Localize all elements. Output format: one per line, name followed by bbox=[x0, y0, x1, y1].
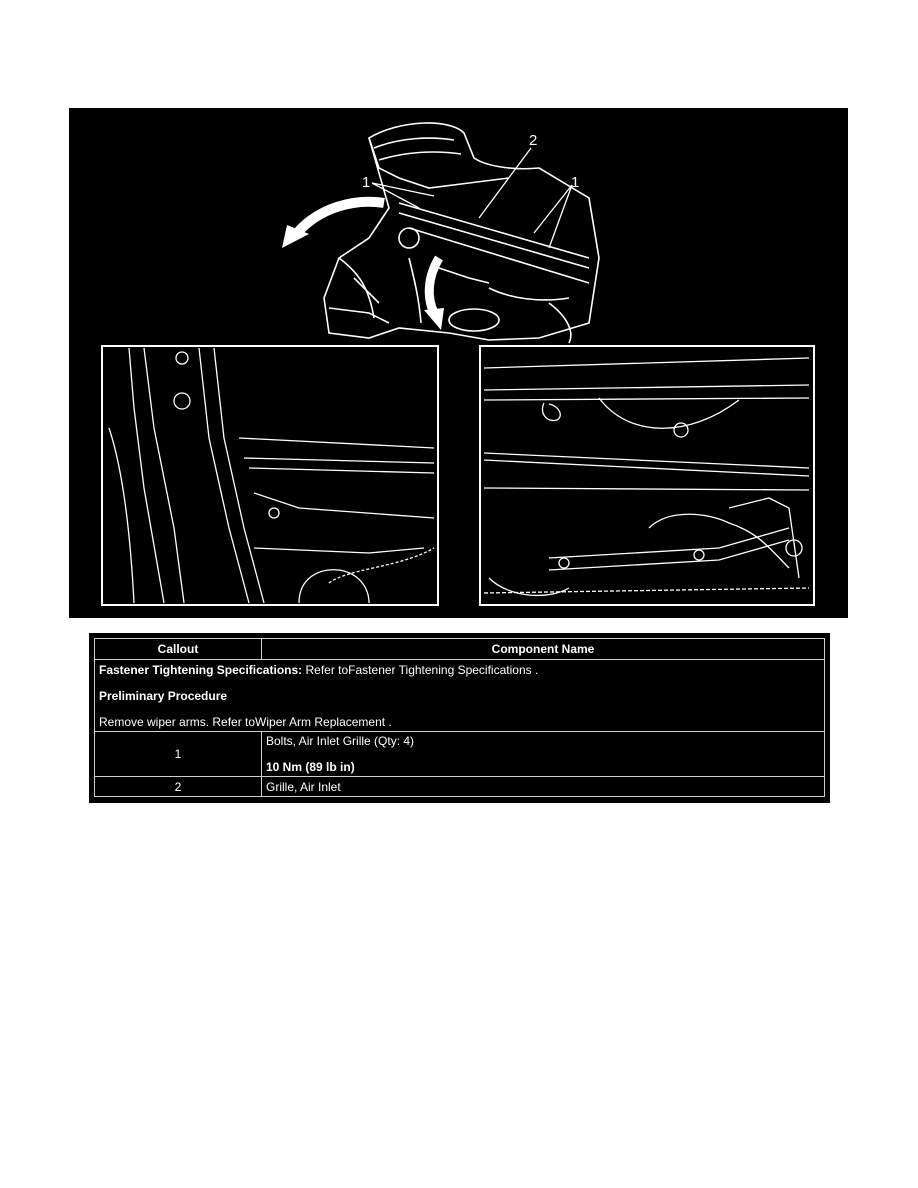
callout-table-frame bbox=[89, 633, 830, 803]
detail-panel-right bbox=[480, 346, 814, 605]
row-component bbox=[262, 732, 825, 777]
preliminary-procedure-heading: Preliminary Procedure bbox=[99, 689, 228, 703]
callout-table bbox=[94, 638, 825, 797]
row-component-name: Grille, Air Inlet bbox=[262, 777, 825, 797]
header-component-name: Component Name bbox=[262, 639, 825, 660]
callout-2: 2 bbox=[529, 132, 538, 149]
callout-1-left: 1 bbox=[362, 174, 371, 191]
preliminary-procedure-text[interactable]: Remove wiper arms. Refer toWiper Arm Replacement . bbox=[99, 715, 392, 729]
callout-1-right: 1 bbox=[571, 174, 580, 191]
header-callout: Callout bbox=[95, 639, 262, 660]
preliminary-row bbox=[95, 660, 825, 732]
service-illustration bbox=[69, 108, 848, 618]
callout-leaders bbox=[372, 148, 572, 248]
row-component-name: Bolts, Air Inlet Grille (Qty: 4) bbox=[266, 734, 415, 748]
illustration-svg bbox=[69, 108, 848, 618]
row-torque-spec: 10 Nm (89 lb in) bbox=[266, 760, 355, 774]
row-callout: 2 bbox=[95, 777, 262, 797]
table-row bbox=[95, 777, 825, 797]
hood-open-drawing bbox=[324, 123, 599, 343]
table-row bbox=[95, 732, 825, 777]
fastener-spec-label: Fastener Tightening Specifications: bbox=[99, 663, 303, 677]
preliminary-cell bbox=[95, 660, 825, 732]
detail-panel-left bbox=[102, 346, 438, 605]
table-header-row bbox=[95, 639, 825, 660]
fastener-spec-link[interactable]: Refer toFastener Tightening Specifications . bbox=[302, 663, 539, 677]
row-callout: 1 bbox=[95, 732, 262, 777]
